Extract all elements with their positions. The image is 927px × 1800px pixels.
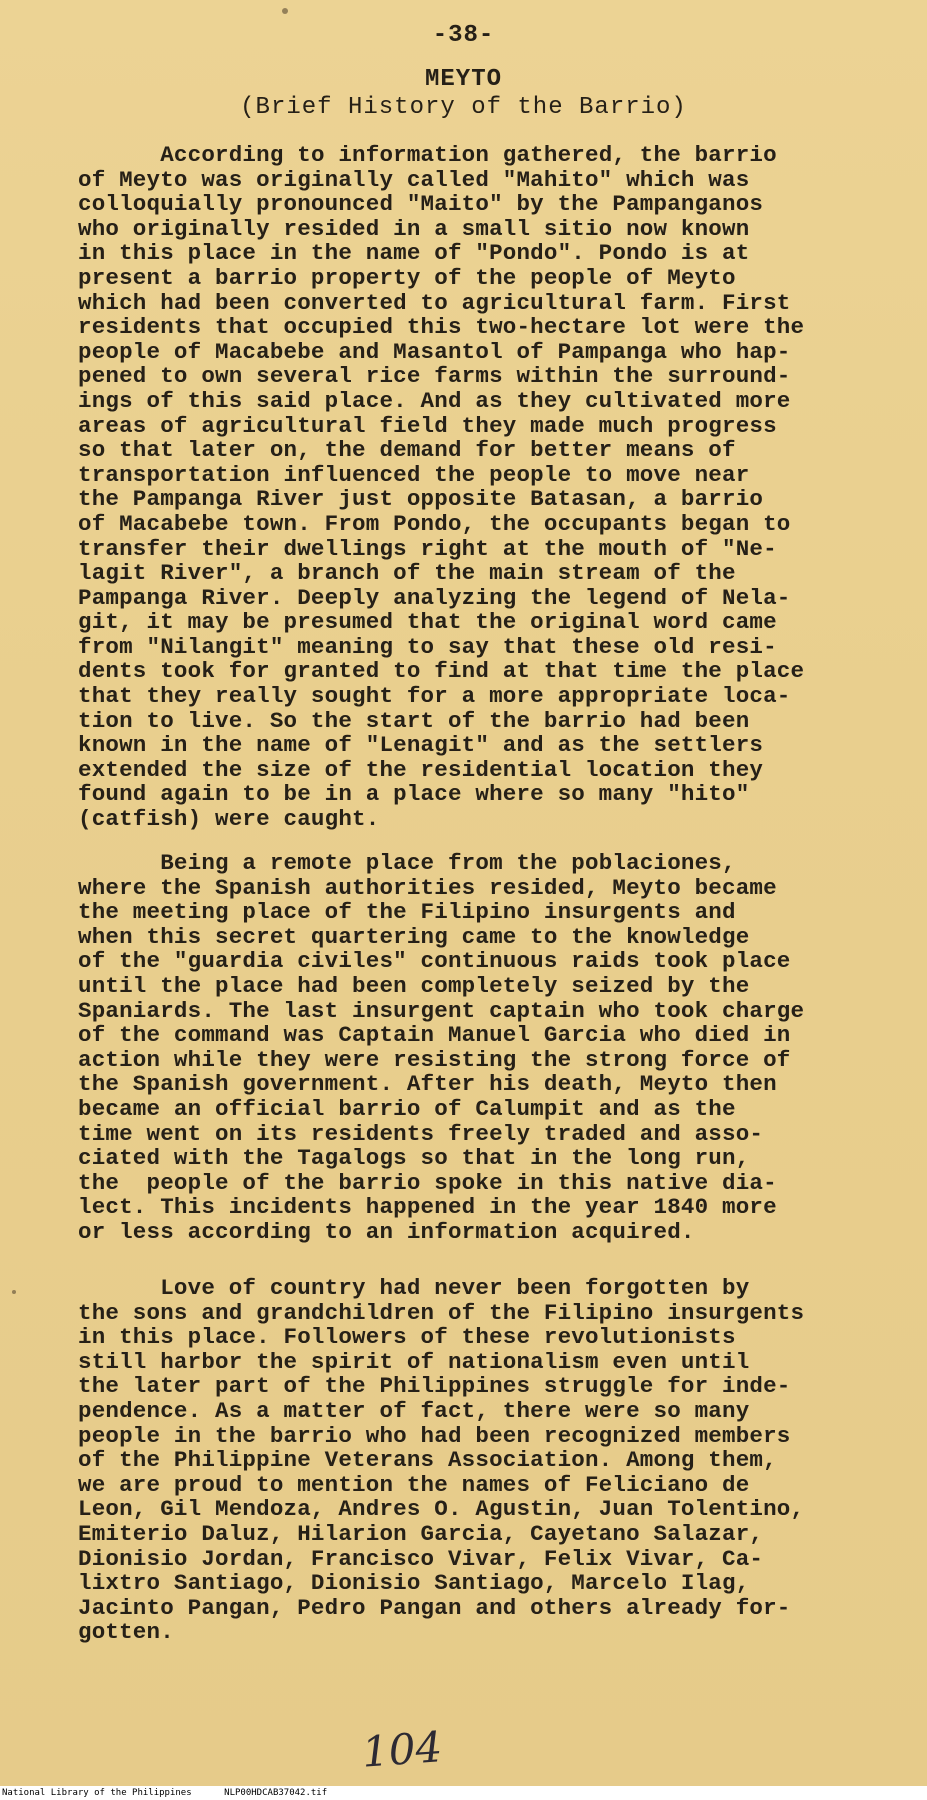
paragraph-text: Love of country had never been forgotten by the sons and grandchildren of the Filipino insurgents in this place. Followers of these revolutionists still harbor the spirit of nationalism even until the later part of the Philippines struggle for inde- pendence. As a matter of fact, there were so many people in the barrio who had been recognized members of the Philippine Veterans Association. Among them, we are proud to mention the names of Feliciano de Leon, Gil Mendoza, Andres O. Agustin, Juan Tolentino, Emiterio Daluz, Hilarion Garcia, Cayetano Salazar, Dionisio Jordan, Francisco Vivar, Felix Vivar, Ca- lixtro Santiago, Dionisio Santiago, Marcelo Ilag, Jacinto Pangan, Pedro Pangan and others already for- gotten.: [78, 1275, 805, 1646]
paper-spot: [282, 8, 288, 14]
paragraph-origin: [78, 143, 868, 832]
handwritten-page-number: 104: [360, 1722, 444, 1777]
archive-footer: [0, 1786, 927, 1800]
archive-name: National Library of the Philippines: [2, 1788, 192, 1798]
page-number: -38-: [432, 22, 495, 49]
paragraph-insurgents: [78, 851, 868, 1245]
paper-spot: [12, 1290, 16, 1294]
paragraph-veterans: [78, 1276, 868, 1645]
document-subtitle: (Brief History of the Barrio): [240, 94, 687, 121]
document-title: MEYTO: [424, 66, 502, 93]
paragraph-text: Being a remote place from the poblaciones, where the Spanish authorities resided, Meyto became the meeting place of the Filipino insurgents and when this secret quartering came to the knowledge of the "guardia civiles" continuous raids took place until the place had been completely seized by the Spaniards. The last insurgent captain who took charge of the command was Captain Manuel Garcia who died in action while they were resisting the strong force of the Spanish government. After his death, Meyto then became an official barrio of Calumpit and as the time went on its residents freely traded and asso- ciated with the Tagalogs so that in the long run, the people of the barrio spoke in this native dia- lect. This incidents happened in the year 1840 more or less according to an information acquired.: [78, 850, 805, 1245]
file-id: NLP00HDCAB37042.tif: [224, 1788, 328, 1798]
paragraph-text: According to information gathered, the barrio of Meyto was originally called "Mahito" which was colloquially pronounced "Maito" by the Pampanganos who originally resided in a small sitio now known in this place in the name of "Pondo". Pondo is at present a barrio property of the people of Meyto which had been converted to agricultural farm. First residents that occupied this two-hectare lot were the people of Macabebe and Masantol of Pampanga who hap- pened to own several rice farms within the surround- ings of this said place. And as they cultivated more areas of agricultural field they made much progress so that later on, the demand for better means of transportation influenced the people to move near the Pampanga River just opposite Batasan, a barrio of Macabebe town. From Pondo, the occupants began to transfer their dwellings right at the mouth of "Ne- lagit River", a branch of the main stream of the Pampanga River. Deeply analyzing the legend of Nela- git, it may be presumed that the original word came from "Nilangit" meaning to say that these old resi- dents took for granted to find at that time the place that they really sought for a more appropriate loca- tion to live. So the start of the barrio had been known in the name of "Lenagit" and as the settlers extended the size of the residential location they found again to be in a place where so many "hito" (catfish) were caught.: [78, 142, 805, 833]
